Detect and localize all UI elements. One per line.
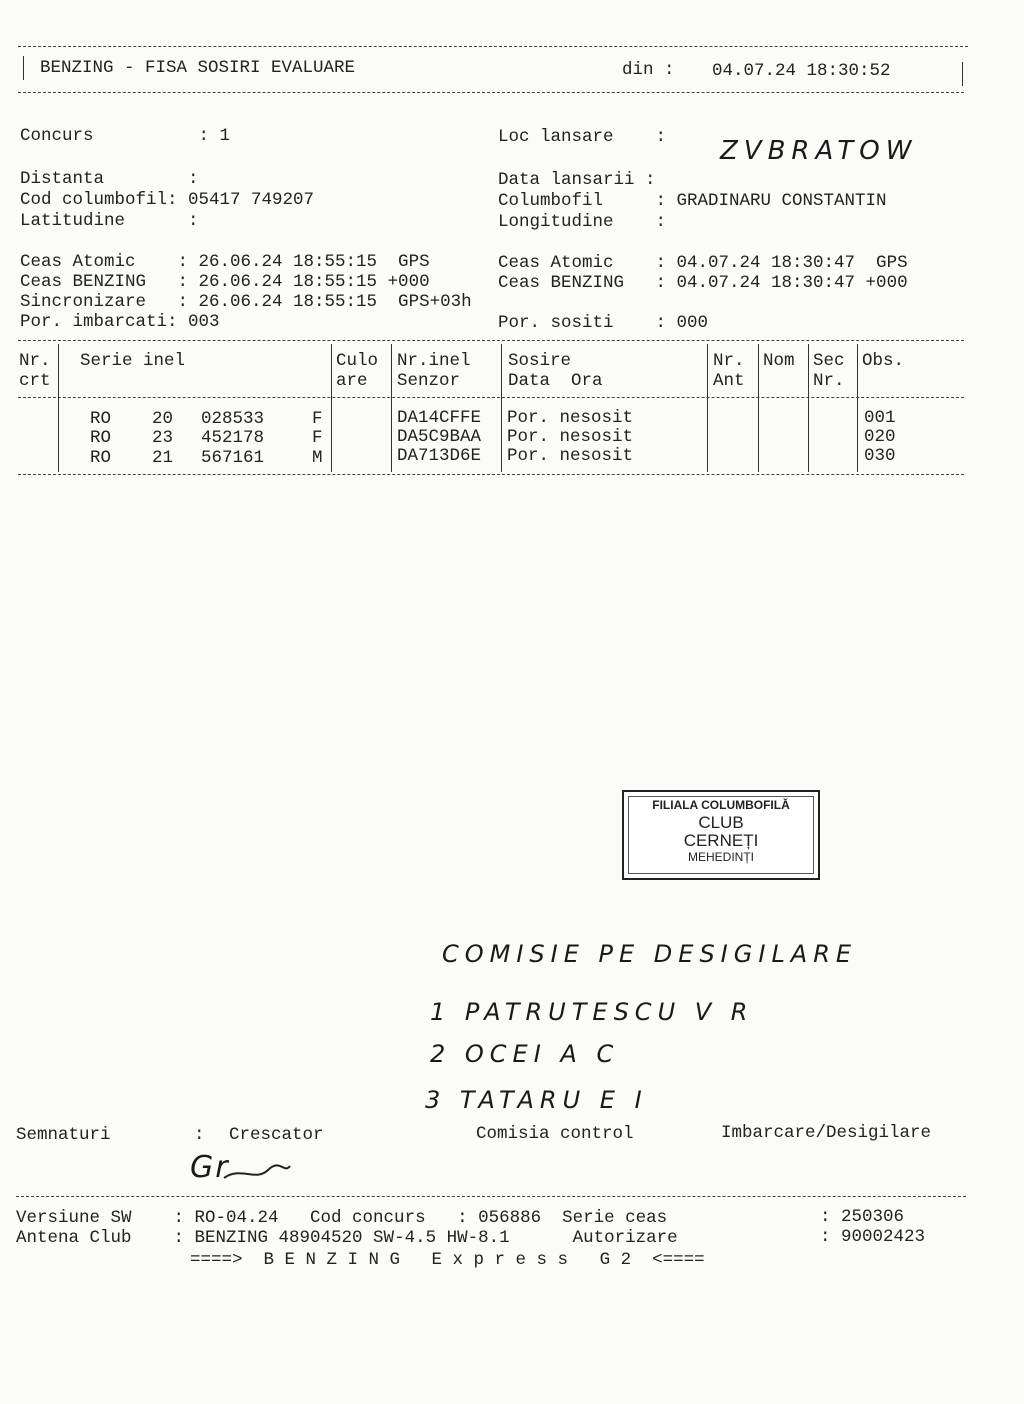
stamp-line-3: CERNEȚI: [683, 831, 759, 850]
date-label: din :: [622, 60, 675, 80]
distanta-field: Distanta :: [20, 169, 199, 189]
ring-year: 20: [152, 409, 174, 429]
cod-columbofil-field: Cod columbofil: 05417 749207: [20, 190, 315, 210]
footer-line-2: Antena Club : BENZING 48904520 SW-4.5 HW-8.1 Autorizare: [16, 1228, 678, 1248]
por-imbarcati: Por. imbarcati: 003: [20, 312, 220, 332]
signature-stroke: [222, 1160, 292, 1186]
table-bottom-rule: [18, 474, 964, 475]
clock-left-2: Ceas BENZING : 26.06.24 18:55:15 +000: [20, 272, 430, 292]
handwritten-line-1: 1 PATRUTESCU V R: [430, 998, 754, 1026]
col-divider: [58, 344, 59, 472]
clock-left-3: Sincronizare : 26.06.24 18:55:15 GPS+03h: [20, 292, 472, 312]
sosire-status: Por. nesosit: [507, 427, 634, 447]
ring-sex: F: [312, 409, 323, 429]
footer-line-2-value: : 90002423: [820, 1227, 926, 1247]
ring-country: RO: [90, 448, 112, 468]
th-nr-inel-1: Nr.inel: [397, 351, 471, 371]
footer-banner: ====> B E N Z I N G E x p r e s s G 2 <====: [190, 1250, 705, 1270]
date-value: 04.07.24 18:30:52: [712, 61, 891, 81]
th-nr-ant-1: Nr.: [713, 351, 745, 371]
table-top-rule: [18, 340, 964, 341]
col-divider: [391, 344, 392, 472]
stamp-line-2: CLUB: [698, 813, 744, 832]
crescator-signature: Gr: [190, 1150, 230, 1185]
handwritten-line-2: 2 OCEI A C: [430, 1040, 620, 1068]
th-culoare-2: are: [336, 371, 368, 391]
page-title: BENZING - FISA SOSIRI EVALUARE: [40, 58, 356, 78]
concurs-field: Concurs : 1: [20, 126, 231, 146]
ring-senzor: DA5C9BAA: [397, 427, 482, 447]
data-lansarii-field: Data lansarii :: [498, 170, 656, 190]
col-divider: [857, 344, 858, 472]
ring-number: 028533: [201, 409, 265, 429]
col-divider: [331, 344, 332, 472]
stamp-line-1: FILIALA COLUMBOFILĂ: [652, 798, 790, 812]
ring-number: 452178: [201, 428, 265, 448]
clock-right-1: Ceas Atomic : 04.07.24 18:30:47 GPS: [498, 253, 908, 273]
col-divider: [501, 344, 502, 472]
ring-country: RO: [90, 428, 112, 448]
signature-crescator: Crescator: [229, 1125, 324, 1145]
th-nom: Nom: [763, 351, 795, 371]
th-sec-nr-1: Sec: [813, 351, 845, 371]
clock-left-1: Ceas Atomic : 26.06.24 18:55:15 GPS: [20, 252, 430, 272]
ring-year: 21: [152, 448, 174, 468]
th-obs: Obs.: [862, 351, 905, 371]
footer-line-1-value: : 250306: [820, 1207, 905, 1227]
sosire-status: Por. nesosit: [507, 446, 634, 466]
table-header-rule: [18, 397, 964, 398]
ring-year: 23: [152, 428, 174, 448]
columbofil-field: Columbofil : GRADINARU CONSTANTIN: [498, 191, 887, 211]
ring-senzor: DA14CFFE: [397, 408, 482, 428]
footer-top-rule: [16, 1196, 966, 1197]
ring-country: RO: [90, 409, 112, 429]
stamp-inner-border: [628, 796, 814, 874]
ring-sex: M: [312, 448, 323, 468]
th-sosire-2: Data Ora: [508, 371, 603, 391]
signatures-colon: :: [194, 1125, 205, 1145]
col-divider: [707, 344, 708, 472]
signature-imbarcare: Imbarcare/Desigilare: [721, 1123, 932, 1143]
col-divider: [758, 344, 759, 472]
ring-number: 567161: [201, 448, 265, 468]
obs-value: 030: [864, 446, 896, 466]
header-left-border: [23, 56, 24, 80]
loc-lansare-handwritten: ZVBRATOW: [720, 136, 918, 166]
clock-right-2: Ceas BENZING : 04.07.24 18:30:47 +000: [498, 273, 908, 293]
header-top-rule: [18, 46, 968, 47]
handwritten-title: COMISIE PE DESIGILARE: [442, 940, 858, 968]
col-divider: [808, 344, 809, 472]
th-sosire-1: Sosire: [508, 351, 572, 371]
th-serie-inel: Serie inel: [80, 351, 186, 371]
signatures-label: Semnaturi: [16, 1125, 111, 1145]
ring-sex: F: [312, 428, 323, 448]
th-nr-ant-2: Ant: [713, 371, 745, 391]
sosire-status: Por. nesosit: [507, 408, 634, 428]
por-sositi: Por. sositi : 000: [498, 313, 709, 333]
signature-comisia: Comisia control: [476, 1124, 634, 1144]
club-stamp: [622, 790, 820, 880]
footer-line-1: Versiune SW : RO-04.24 Cod concurs : 056886 Serie ceas: [16, 1208, 668, 1228]
th-sec-nr-2: Nr.: [813, 371, 845, 391]
longitudine-field: Longitudine :: [498, 212, 667, 232]
header-right-border: [962, 62, 963, 86]
obs-value: 001: [864, 408, 896, 428]
th-nr-crt-2: crt: [19, 371, 51, 391]
latitudine-field: Latitudine :: [20, 211, 199, 231]
stamp-line-4: MEHEDINȚI: [688, 850, 754, 864]
th-nr-inel-2: Senzor: [397, 371, 461, 391]
ring-senzor: DA713D6E: [397, 446, 482, 466]
header-bottom-rule: [18, 92, 964, 93]
obs-value: 020: [864, 427, 896, 447]
th-culoare-1: Culo: [336, 351, 379, 371]
handwritten-line-3: 3 TATARU E I: [425, 1086, 648, 1114]
loc-lansare-label: Loc lansare :: [498, 127, 667, 147]
th-nr-crt-1: Nr.: [19, 351, 51, 371]
